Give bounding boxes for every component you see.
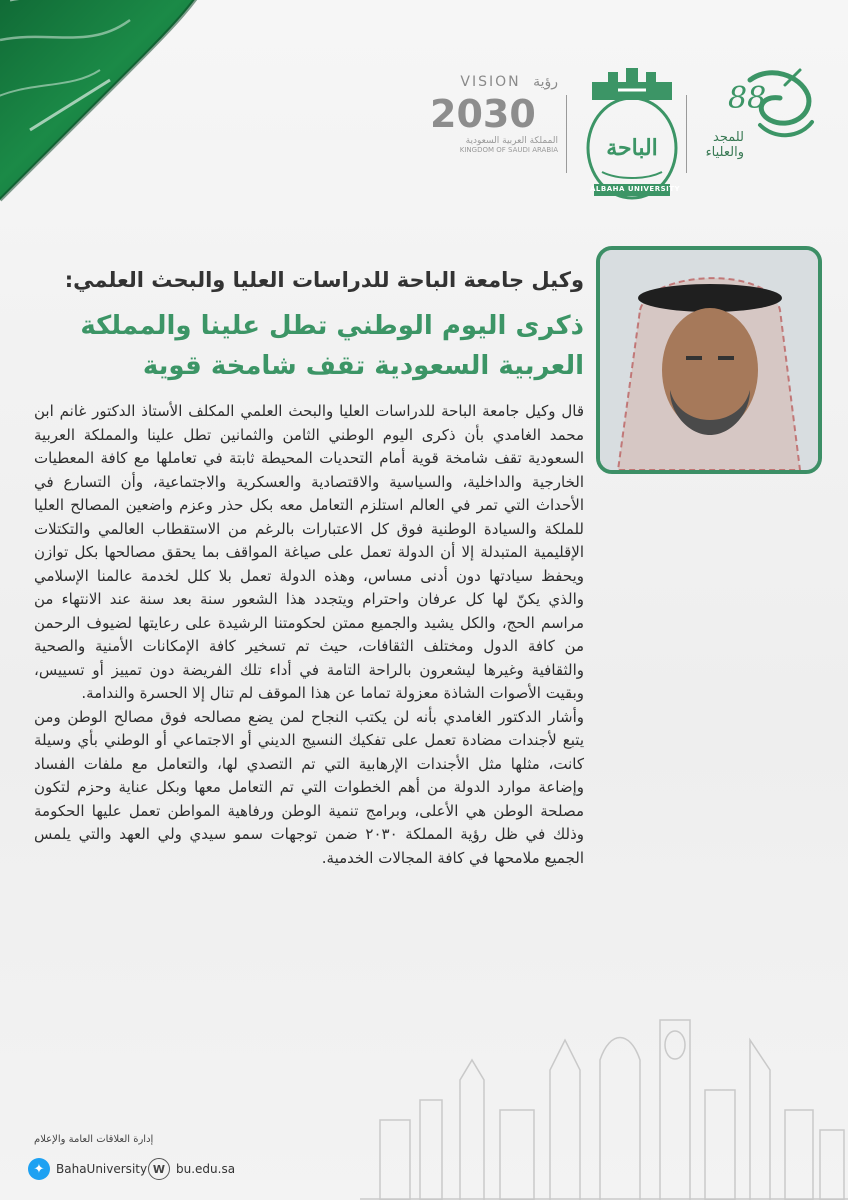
official-portrait xyxy=(596,246,822,474)
website-url: bu.edu.sa xyxy=(176,1162,236,1176)
vision-sub-en: KINGDOM OF SAUDI ARABIA xyxy=(459,146,558,154)
vision-sub xyxy=(460,136,558,154)
twitter-icon: ✦ xyxy=(28,1158,50,1180)
article-headline: ذكرى اليوم الوطني تطل علينا والمملكة العربية السعودية تقف شامخة قوية xyxy=(80,311,584,381)
university-name-en: ALBAHA UNIVERSITY xyxy=(590,185,681,193)
vision-2030-logo xyxy=(418,74,558,164)
vision-year: 2030 xyxy=(430,92,536,136)
website-icon: W xyxy=(148,1158,170,1180)
vision-sub-ar: المملكة العربية السعودية xyxy=(465,136,558,146)
portrait-image xyxy=(600,250,818,470)
svg-text:88: 88 xyxy=(728,81,767,116)
article-paragraph: قال وكيل جامعة الباحة للدراسات العليا والبحث العلمي المكلف الأستاذ الدكتور غانم ابن محمد الغامدي بأن ذكرى اليوم الوطني الثامن والثمانين تطل علينا والمملكة العربية السعودية تقف شامخة قوية أمام التحديات المحيطة ثابتة في تعاملها مع كافة المعطيات الخارجية والداخلية، والسياسية والاقتصادية والعسكرية والاجتماعية، وأن التسارع في الأحداث التي تمر في العالم استلزم التعامل معه بكل حذر وعزم واضعين المصالح العليا للملكة والسيادة الوطنية فوق كل الاعتبارات بالرغم من الاستقطاب العالمي والتكتلات الإقليمية المتبدلة إلا أن الدولة تعمل على صياغة المواقف بما يحقق مصالحها بكل توازن ويحفظ سيادتها دون أدنى مساس، وهذه الدولة تعمل بلا كلل لخدمة عالمنا الإسلامي والذي يكنّ لها كل عرفان واحترام ويتجدد هذا الشعور سنة بعد سنة عند الانتهاء من مراسم الحج، والكل يشيد والجميع ممتن لحكومتنا الرشيدة على رعايتها لضيوف الرحمن من كافة الدول ومختلف الثقافات، حيث تم تسخير كافة الإمكانات الأمنية والصحية والثقافية وغيرها ليشعرون بالراحة التامة في أداء تلك الفريضة دون تمييز أو تسييس، وبقيت الأصوات الشاذة معزولة تماما عن هذا الموقف لم تنال إلا الحسرة والندامة. xyxy=(34,402,584,702)
header-divider xyxy=(566,95,567,173)
national-day-slogan: للمجد والعلياء xyxy=(705,130,744,160)
saudi-flag-image xyxy=(0,0,220,210)
twitter-link[interactable] xyxy=(28,1158,147,1180)
vision-title-en: VISION xyxy=(460,74,521,90)
article-paragraph: وأشار الدكتور الغامدي بأنه لن يكتب النجاح لمن يضع مصالحه فوق مصالح الوطن ومن يتبع لأجندات مضادة تعمل على تفكيك النسيج الديني أو الاجتماعي أو الوطني بأي وسيلة كانت، مثلها مثل الأجندات الإرهابية التي تم التصدي لها، والتعامل مع ملفات الفساد وإضاعة موارد الدولة من أهم الخطوات التي تم التعامل معها وبكل عناية وحزم لتكون مصلحة الوطن هي الأعلى، وبرامج تنمية الوطن ورفاهية المواطن تعمل عليها الحكومة وذلك في ظل رؤية المملكة ٢٠٣٠ ضمن توجهات سمو سيدي ولي العهد والتي يلمس الجميع ملامحها في كافة المجالات الخدمية. xyxy=(34,707,585,867)
twitter-handle: BahaUniversity xyxy=(56,1162,148,1176)
albaha-university-logo xyxy=(578,60,686,202)
riyadh-skyline-image xyxy=(360,1000,848,1200)
svg-text:الباحة: الباحة xyxy=(606,135,658,161)
article-kicker: وكيل جامعة الباحة للدراسات العليا والبحث العلمي: xyxy=(64,268,584,292)
vision-title xyxy=(460,74,558,90)
article-body xyxy=(34,400,584,870)
header-divider xyxy=(686,95,687,173)
footer-department: إدارة العلاقات العامة والإعلام xyxy=(34,1134,154,1145)
vision-title-ar: رؤية xyxy=(533,74,558,90)
university-emblem-icon xyxy=(578,60,686,202)
website-link[interactable] xyxy=(148,1158,235,1180)
national-day-88-logo xyxy=(690,60,820,170)
